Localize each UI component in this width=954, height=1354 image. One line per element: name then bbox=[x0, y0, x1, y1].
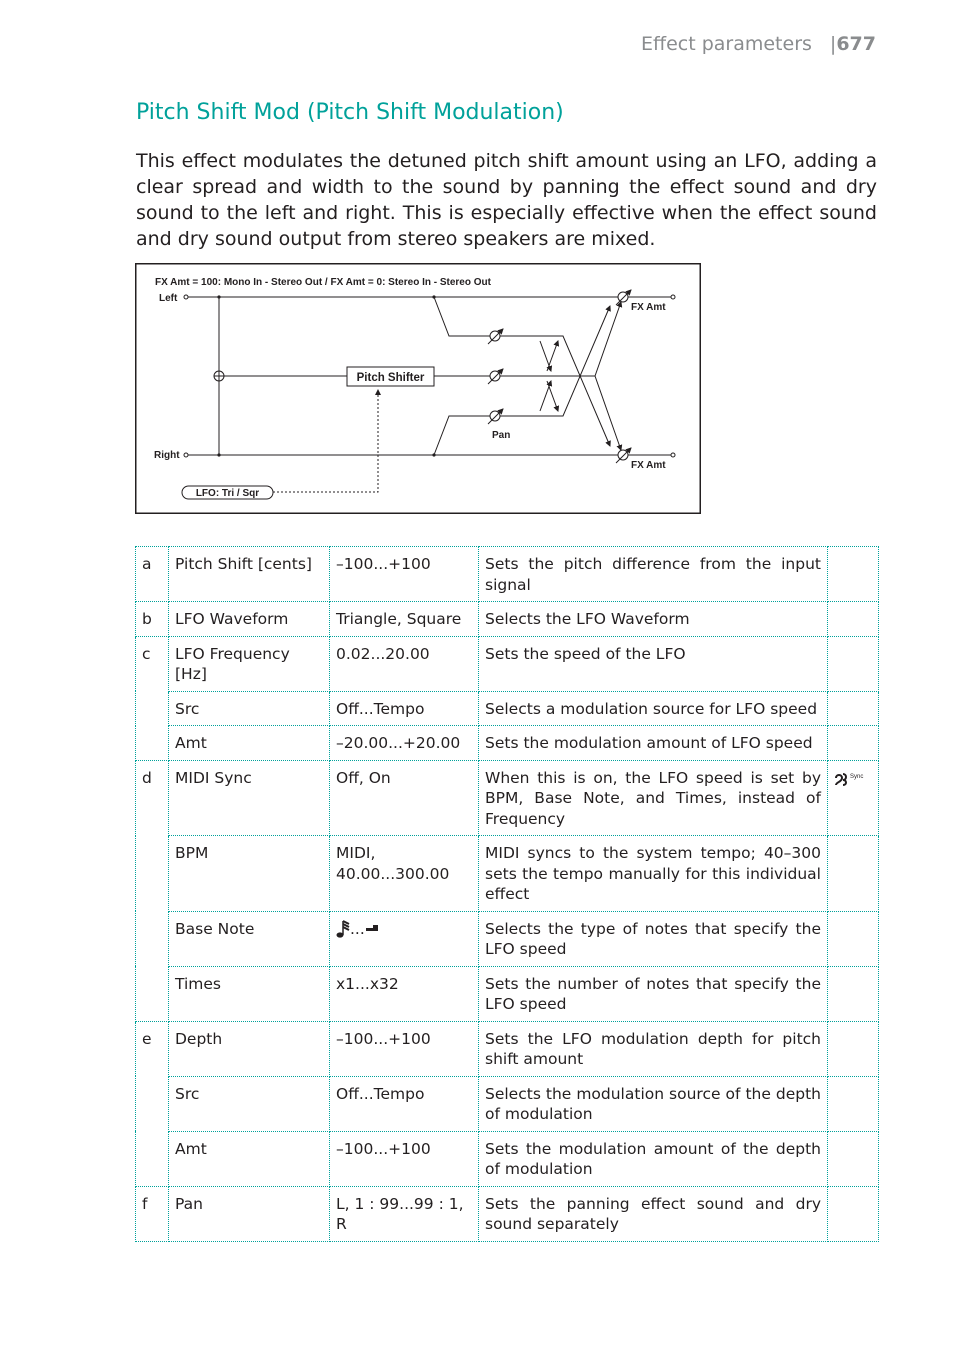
param-description: Selects the type of notes that specify the LFO speed bbox=[479, 911, 828, 966]
param-icon-cell bbox=[828, 691, 879, 726]
param-value: x1...x32 bbox=[330, 966, 479, 1021]
lfo-label: LFO: Tri / Sqr bbox=[195, 488, 260, 499]
param-letter bbox=[136, 1076, 169, 1131]
param-description: Selects the modulation source of the depth of modulation bbox=[479, 1076, 828, 1131]
param-description: MIDI syncs to the system tempo; 40–300 sets the tempo manually for this individual effect bbox=[479, 836, 828, 912]
page-number: 677 bbox=[836, 33, 876, 55]
right-output-terminal bbox=[671, 453, 675, 457]
param-description: Sets the number of notes that specify the LFO speed bbox=[479, 966, 828, 1021]
whole-note-icon bbox=[365, 923, 379, 935]
sync-icon-text: Sync bbox=[850, 773, 864, 780]
table-row bbox=[136, 691, 879, 726]
param-description: Sets the panning effect sound and dry sound separately bbox=[479, 1186, 828, 1241]
pitch-shifter-label: Pitch Shifter bbox=[356, 372, 425, 384]
param-name: Src bbox=[169, 1076, 330, 1131]
pan-label: Pan bbox=[492, 430, 511, 441]
param-letter bbox=[136, 726, 169, 761]
param-icon-cell bbox=[828, 636, 879, 691]
param-value: Triangle, Square bbox=[330, 602, 479, 637]
header-separator: | bbox=[829, 33, 837, 55]
param-description: Sets the modulation amount of LFO speed bbox=[479, 726, 828, 761]
param-value: Off...Tempo bbox=[330, 1076, 479, 1131]
param-letter bbox=[136, 966, 169, 1021]
param-value-cell bbox=[330, 911, 479, 966]
table-row bbox=[136, 1076, 879, 1131]
param-icon-cell bbox=[828, 726, 879, 761]
table-row bbox=[136, 602, 879, 637]
section-name: Effect parameters bbox=[640, 33, 812, 55]
fx-amt-label-bottom: FX Amt bbox=[631, 460, 666, 471]
param-name: BPM bbox=[169, 836, 330, 912]
param-name: MIDI Sync bbox=[169, 760, 330, 836]
param-icon-cell bbox=[828, 1076, 879, 1131]
table-row bbox=[136, 1131, 879, 1186]
param-description: Sets the speed of the LFO bbox=[479, 636, 828, 691]
table-row bbox=[136, 911, 879, 966]
param-icon-cell bbox=[828, 547, 879, 602]
left-output-terminal bbox=[671, 295, 675, 299]
table-row bbox=[136, 636, 879, 691]
param-letter: c bbox=[136, 636, 169, 691]
param-description: Selects the LFO Waveform bbox=[479, 602, 828, 637]
fx-amt-label-top: FX Amt bbox=[631, 302, 666, 313]
param-icon-cell bbox=[828, 1131, 879, 1186]
param-description: Sets the LFO modulation depth for pitch shift amount bbox=[479, 1021, 828, 1076]
table-row bbox=[136, 547, 879, 602]
param-letter bbox=[136, 836, 169, 912]
param-name: Amt bbox=[169, 1131, 330, 1186]
diagram-frame bbox=[136, 264, 701, 514]
param-value: MIDI, 40.00...300.00 bbox=[330, 836, 479, 912]
param-description: Sets the modulation amount of the depth of modulation bbox=[479, 1131, 828, 1186]
param-icon-cell bbox=[828, 911, 879, 966]
param-letter: e bbox=[136, 1021, 169, 1076]
param-icon-cell bbox=[828, 966, 879, 1021]
param-name: Depth bbox=[169, 1021, 330, 1076]
right-input-label: Right bbox=[154, 450, 180, 461]
param-value: Off, On bbox=[330, 760, 479, 836]
param-icon-cell bbox=[828, 760, 879, 836]
param-letter bbox=[136, 1131, 169, 1186]
lfo-modulation-path bbox=[273, 390, 378, 492]
right-input-terminal bbox=[184, 453, 188, 457]
param-name: Src bbox=[169, 691, 330, 726]
param-name: Pitch Shift [cents] bbox=[169, 547, 330, 602]
param-icon-cell bbox=[828, 1186, 879, 1241]
param-icon-cell bbox=[828, 1021, 879, 1076]
param-value: –100...+100 bbox=[330, 1021, 479, 1076]
left-input-label: Left bbox=[159, 293, 178, 304]
param-name: Pan bbox=[169, 1186, 330, 1241]
param-letter: d bbox=[136, 760, 169, 836]
param-description: Selects a modulation source for LFO speed bbox=[479, 691, 828, 726]
table-row bbox=[136, 760, 879, 836]
parameter-table bbox=[135, 546, 879, 1242]
page-header bbox=[641, 33, 876, 55]
left-input-terminal bbox=[184, 295, 188, 299]
param-value: 0.02...20.00 bbox=[330, 636, 479, 691]
param-icon-cell bbox=[828, 836, 879, 912]
base-note-range: ... bbox=[350, 919, 365, 938]
param-letter: b bbox=[136, 602, 169, 637]
param-name: Times bbox=[169, 966, 330, 1021]
param-letter bbox=[136, 691, 169, 726]
param-value: L, 1 : 99...99 : 1, R bbox=[330, 1186, 479, 1241]
param-letter bbox=[136, 911, 169, 966]
param-value: –20.00...+20.00 bbox=[330, 726, 479, 761]
param-name: LFO Frequency [Hz] bbox=[169, 636, 330, 691]
table-row bbox=[136, 726, 879, 761]
param-name: Base Note bbox=[169, 911, 330, 966]
param-description: When this is on, the LFO speed is set by BPM, Base Note, and Times, instead of Frequency bbox=[479, 760, 828, 836]
table-row bbox=[136, 966, 879, 1021]
midi-sync-icon bbox=[834, 772, 866, 786]
param-description: Sets the pitch difference from the input signal bbox=[479, 547, 828, 602]
table-row bbox=[136, 1021, 879, 1076]
thirty-second-note-icon bbox=[336, 919, 350, 939]
intro-paragraph: This effect modulates the detuned pitch shift amount using an LFO, adding a clear spread and width to the sound by panning the effect sound and dry sound to the left and right. This is especially effective when the effect sound and dry sound output from stereo speakers are mixed. bbox=[136, 150, 877, 250]
param-name: Amt bbox=[169, 726, 330, 761]
signal-flow-diagram bbox=[135, 263, 701, 514]
page-title: Pitch Shift Mod (Pitch Shift Modulation) bbox=[136, 100, 564, 125]
param-value: –100...+100 bbox=[330, 1131, 479, 1186]
param-name: LFO Waveform bbox=[169, 602, 330, 637]
param-letter: a bbox=[136, 547, 169, 602]
diagram-caption: FX Amt = 100: Mono In - Stereo Out / FX Amt = 0: Stereo In - Stereo Out bbox=[155, 277, 491, 288]
table-row bbox=[136, 836, 879, 912]
param-icon-cell bbox=[828, 602, 879, 637]
param-letter: f bbox=[136, 1186, 169, 1241]
param-value: Off...Tempo bbox=[330, 691, 479, 726]
param-value: –100...+100 bbox=[330, 547, 479, 602]
table-row bbox=[136, 1186, 879, 1241]
